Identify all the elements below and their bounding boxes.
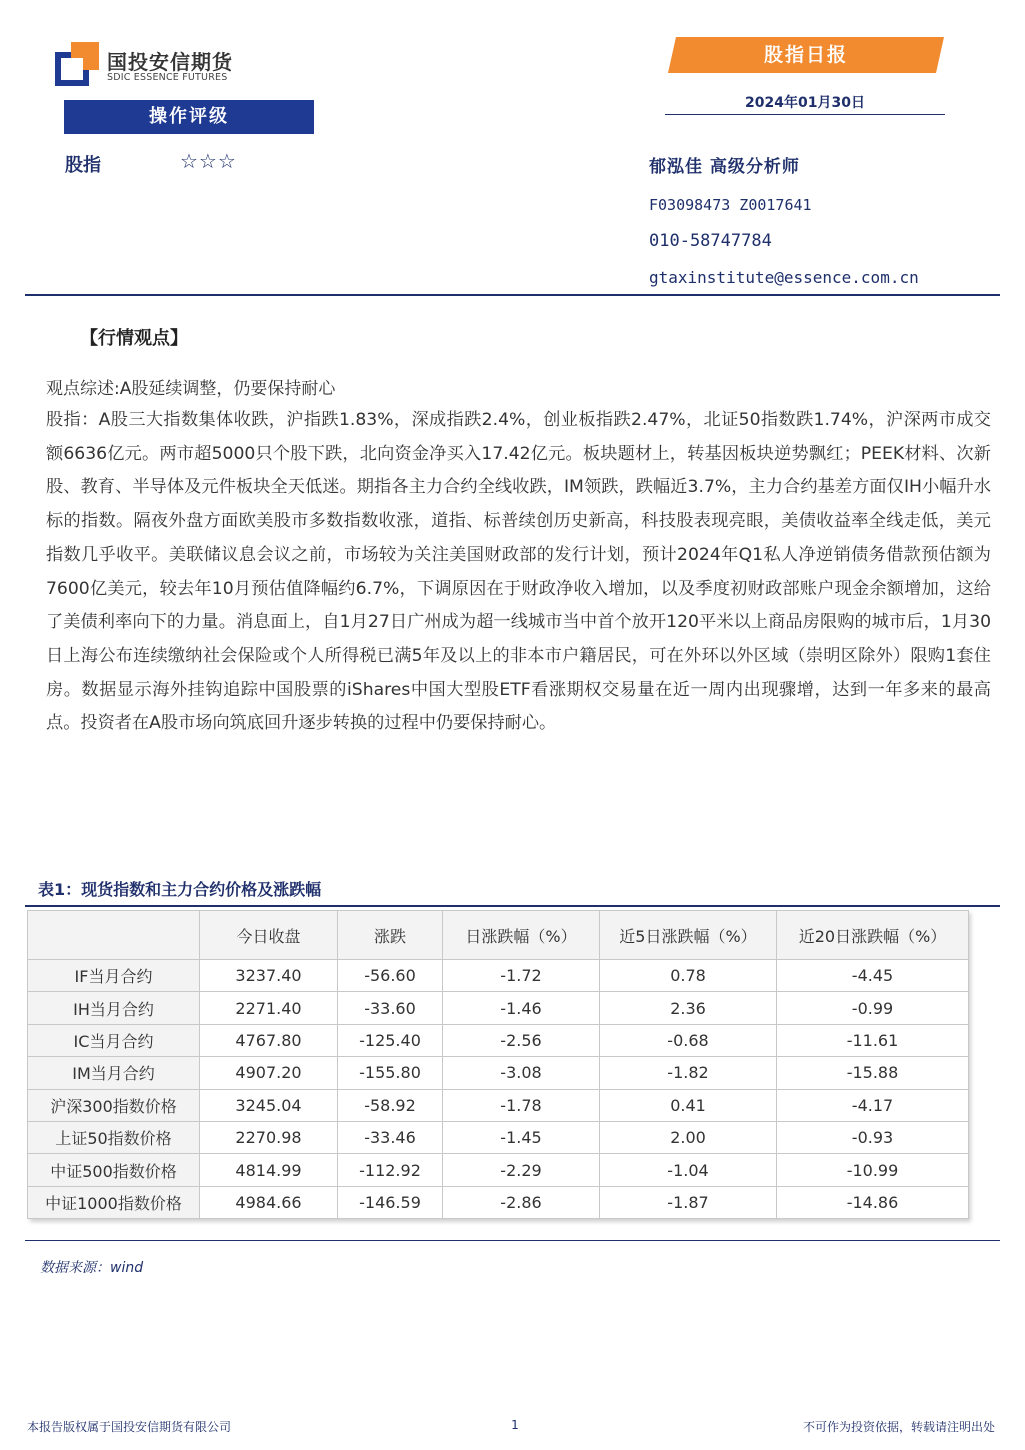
table-cell: -10.99 <box>777 1154 969 1186</box>
analyst-phone: 010-58747784 <box>649 231 772 251</box>
table-cell: -1.72 <box>443 960 600 992</box>
table-cell: -146.59 <box>338 1186 443 1218</box>
price-table <box>27 910 968 1219</box>
table-cell: 沪深300指数价格 <box>28 1089 200 1121</box>
table-cell: 3245.04 <box>200 1089 338 1121</box>
market-commentary: 股指：A股三大指数集体收跌，沪指跌1.83%，深成指跌2.4%，创业板指跌2.47%，北证50指数跌1.74%，沪深两市成交额6636亿元。两市超5000只个股下跌，北向资金净买入17.42亿元。板块题材上，转基因板块逆势飘红；PEEK材料、次新股、教育、半导体及元件板块全天低迷。期指各主力合约全线收跌，IM领跌，跌幅近3.7%，主力合约基差方面仅IH小幅升水标的指数。隔夜外盘方面欧美股市多数指数收涨，道指、标普续创历史新高，科技股表现亮眼，美债收益率全线走低，美元指数几乎收平。美联储议息会议之前，市场较为关注美国财政部的发行计划，预计2024年Q1私人净逆销债务借款预估额为7600亿美元，较去年10月预估值降幅约6.7%，下调原因在于财政净收入增加，以及季度初财政部账户现金余额增加，这给了美债利率向下的力量。消息面上，自1月27日广州成为超一线城市当中首个放开120平米以上商品房限购的城市后，1月30日上海公布连续缴纳社会保险或个人所得税已满5年及以上的非本市户籍居民，可在外环以外区域（崇明区除外）限购1套住房。数据显示海外挂钩追踪中国股票的iShares中国大型股ETF看涨期权交易量在近一周内出现骤增，达到一年多来的最高点。投资者在A股市场向筑底回升逐步转换的过程中仍要保持耐心。 <box>46 410 991 734</box>
table-cell: IC当月合约 <box>28 1024 200 1056</box>
table-row <box>28 960 969 992</box>
logo-name-cn: 国投安信期货 <box>107 50 233 74</box>
report-type-tag <box>668 37 944 73</box>
header-cell: 日涨跌幅（%） <box>443 911 600 960</box>
analyst-name: 郁泓佳 高级分析师 <box>649 157 800 177</box>
table-cell: -33.46 <box>338 1121 443 1153</box>
table-header-row <box>28 911 969 960</box>
table-cell: 3237.40 <box>200 960 338 992</box>
table-cell: -1.04 <box>600 1154 777 1186</box>
table-cell: -1.87 <box>600 1186 777 1218</box>
header-cell: 涨跌 <box>338 911 443 960</box>
table-cell: -4.45 <box>777 960 969 992</box>
data-source: 数据来源：wind <box>40 1260 144 1276</box>
source-divider <box>25 1240 1000 1241</box>
table-cell: -2.29 <box>443 1154 600 1186</box>
table-cell: IF当月合约 <box>28 960 200 992</box>
table-row <box>28 1186 969 1218</box>
page-number: 1 <box>511 1418 519 1432</box>
analyst-email[interactable]: gtaxinstitute@essence.com.cn <box>649 268 919 287</box>
header-cell: 近5日涨跌幅（%） <box>600 911 777 960</box>
table-cell: 上证50指数价格 <box>28 1121 200 1153</box>
table-cell: 2.00 <box>600 1121 777 1153</box>
header-cell: 今日收盘 <box>200 911 338 960</box>
table-cell: -4.17 <box>777 1089 969 1121</box>
header-cell: 近20日涨跌幅（%） <box>777 911 969 960</box>
header-divider <box>25 294 1000 296</box>
rating-asset: 股指 <box>65 155 101 176</box>
footer-disclaimer: 不可作为投资依据，转载请注明出处 <box>802 1420 995 1434</box>
table-cell: 4767.80 <box>200 1024 338 1056</box>
table-title-divider <box>25 905 1000 907</box>
summary-line: 观点综述:A股延续调整，仍要保持耐心 <box>46 379 336 399</box>
table-title: 表1：现货指数和主力合约价格及涨跌幅 <box>38 880 322 899</box>
header-cell <box>28 911 200 960</box>
table-cell: -0.68 <box>600 1024 777 1056</box>
company-logo <box>55 42 235 90</box>
table-cell: IH当月合约 <box>28 992 200 1024</box>
table-cell: 中证500指数价格 <box>28 1154 200 1186</box>
analyst-license: F03098473 Z0017641 <box>649 196 812 214</box>
table-cell: 4984.66 <box>200 1186 338 1218</box>
table-cell: 2270.98 <box>200 1121 338 1153</box>
table-cell: -0.99 <box>777 992 969 1024</box>
table-cell: -3.08 <box>443 1057 600 1089</box>
table-row <box>28 1024 969 1056</box>
logo-name-en: SDIC ESSENCE FUTURES <box>107 72 228 83</box>
table-cell: -0.93 <box>777 1121 969 1153</box>
table-cell: -1.78 <box>443 1089 600 1121</box>
rating-label: 操作评级 <box>64 100 314 134</box>
table-cell: -58.92 <box>338 1089 443 1121</box>
table-cell: -2.56 <box>443 1024 600 1056</box>
table-row <box>28 1089 969 1121</box>
table-cell: -2.86 <box>443 1186 600 1218</box>
table-cell: -155.80 <box>338 1057 443 1089</box>
table-cell: -112.92 <box>338 1154 443 1186</box>
report-type: 股指日报 <box>763 44 848 66</box>
table-cell: -11.61 <box>777 1024 969 1056</box>
table-cell: 2.36 <box>600 992 777 1024</box>
table-cell: -33.60 <box>338 992 443 1024</box>
table-cell: 中证1000指数价格 <box>28 1186 200 1218</box>
table-cell: 0.41 <box>600 1089 777 1121</box>
table-cell: -125.40 <box>338 1024 443 1056</box>
table-cell: IM当月合约 <box>28 1057 200 1089</box>
section-title: 【行情观点】 <box>80 328 188 349</box>
table-row <box>28 1121 969 1153</box>
table-cell: 0.78 <box>600 960 777 992</box>
table-cell: -1.82 <box>600 1057 777 1089</box>
report-date: 2024年01月30日 <box>745 95 865 111</box>
table-row <box>28 1154 969 1186</box>
table-cell: -1.45 <box>443 1121 600 1153</box>
rating-stars-icon: ☆☆☆ <box>180 149 237 173</box>
table-row <box>28 992 969 1024</box>
table-cell: -14.86 <box>777 1186 969 1218</box>
date-underline <box>665 114 945 115</box>
footer-copyright: 本报告版权属于国投安信期货有限公司 <box>27 1420 232 1434</box>
logo-mark-icon <box>55 42 99 86</box>
table-cell: -1.46 <box>443 992 600 1024</box>
table-cell: -56.60 <box>338 960 443 992</box>
table-cell: 4814.99 <box>200 1154 338 1186</box>
table-cell: 4907.20 <box>200 1057 338 1089</box>
table-cell: -15.88 <box>777 1057 969 1089</box>
table-cell: 2271.40 <box>200 992 338 1024</box>
table-row <box>28 1057 969 1089</box>
